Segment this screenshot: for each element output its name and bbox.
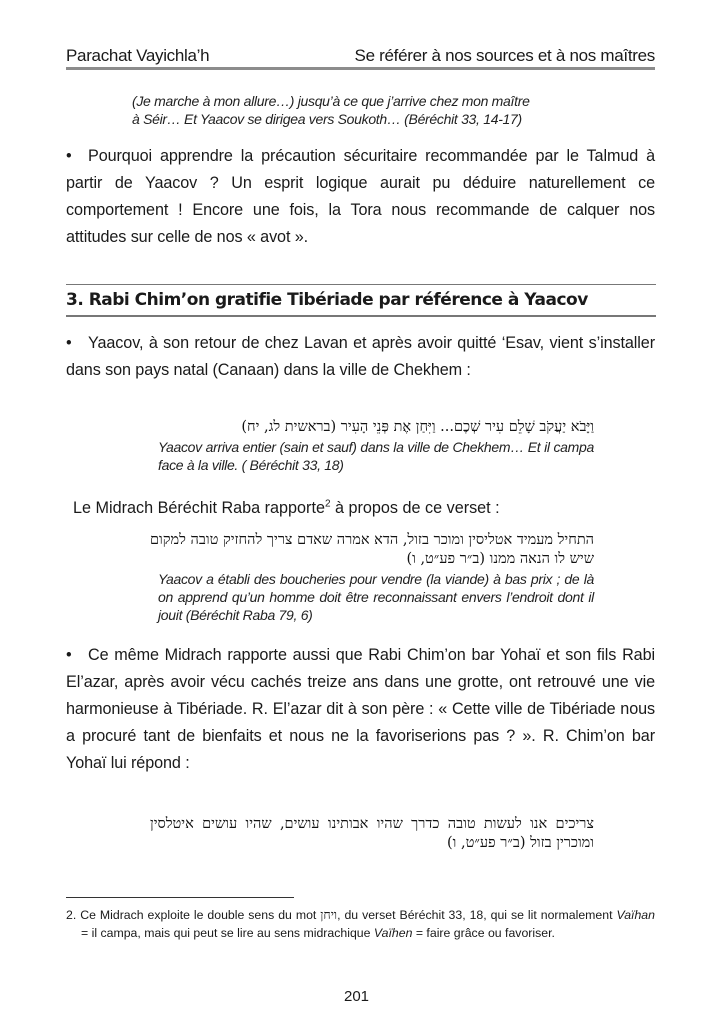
footnote-reference[interactable]: 2: [324, 498, 331, 510]
section-heading: 3. Rabi Chim’on gratifie Tibériade par référence à Yaacov: [66, 284, 656, 317]
footnote-term-vaihan: Vaïhan: [616, 908, 655, 922]
paragraph-3-text: Ce même Midrach rapporte aussi que Rabi Chim’on bar Yohaï et son fils Rabi El’azar, après avoir vécu cachés treize ans dans une grotte, ont retrouvé une vie harmonieuse à Tibériade. R. El’azar dit à son père : « Cette ville de Tibériade nous a procuré tant de bienfaits et nous ne la favoriserions pas ? ». R. Chim’on bar Yohaï lui répond :: [66, 646, 655, 772]
answer-hebrew: צריכים אנו לעשות טובה כדרך שהיו אבותינו עושים, שהיו עושים איטלסין ומוכרין בזול (ב״ר פע״ט, ו): [150, 816, 594, 851]
footnote-text-2: , du verset Béréchit 33, 18, qui se lit normalement: [337, 908, 617, 922]
paragraph-3: [66, 642, 655, 777]
midrash-translation: Yaacov a établi des boucheries pour vendre (la viande) à bas prix ; de là on apprend qu’un homme doit être reconnaissant envers l’endroit dont il jouit (Béréchit Raba 79, 6): [158, 571, 594, 623]
verse-translation: Yaacov arriva entier (sain et sauf) dans la ville de Chekhem… Et il campa face à la ville. ( Béréchit 33, 18): [158, 439, 594, 473]
quote-top-line-1: (Je marche à mon allure…) jusqu’à ce que j’arrive chez mon maître: [132, 93, 530, 109]
header-divider: [66, 67, 655, 70]
quote-top-line-2: à Séir… Et Yaacov se dirigea vers Soukoth… (Béréchit 33, 14-17): [132, 111, 522, 127]
footnote-term-vaihen: Vaïhen: [373, 926, 413, 940]
midrash-intro-text: Le Midrach Béréchit Raba rapporte: [73, 499, 325, 517]
paragraph-1: [66, 143, 655, 251]
paragraph-2: [66, 330, 655, 384]
paragraph-1-text: Pourquoi apprendre la précaution sécuritaire recommandée par le Talmud à partir de Yaacov ? Un esprit logique aurait pu déduire naturellement ce comportement ! Encore une fois, la Tora nous recommande de calquer nos attitudes sur celle de nos « avot ».: [66, 147, 655, 246]
midrash-hebrew: התחיל מעמיד אטליסין ומוכר בזול, הדא אמרה שאדם צריך להחזיק טובה למקום שיש לו הנאה ממנו (ב״ר פע״ט, ו): [150, 532, 594, 567]
verse-hebrew: וַיָּבֹא יַעֲקֹב שָׁלֵם עִיר שְׁכֶם... וַיִּחַן אֶת פְּנֵי הָעִיר (בראשית לג, יח): [241, 419, 594, 435]
footnote-text-3: = il campa, mais qui peut se lire au sens midrachique: [81, 926, 374, 940]
footnote-divider: [66, 897, 294, 898]
bullet-icon: •: [66, 646, 72, 664]
running-header: [66, 40, 655, 66]
footnote-text-4: = faire grâce ou favoriser.: [412, 926, 555, 940]
footnote-number: 2.: [66, 908, 77, 922]
page-number: 201: [343, 988, 370, 1005]
footnote: [66, 906, 655, 942]
bullet-icon: •: [66, 147, 72, 165]
bullet-icon: •: [66, 334, 72, 352]
header-book-title: Se référer à nos sources et à nos maîtres: [354, 46, 655, 65]
paragraph-2-text: Yaacov, à son retour de chez Lavan et après avoir quitté ‘Esav, vient s’installer dans son pays natal (Canaan) dans la ville de Chekhem :: [66, 334, 655, 379]
footnote-text-1: Ce Midrach exploite le double sens du mot: [76, 908, 321, 922]
footnote-hebrew-word: ויחן: [320, 908, 338, 922]
header-parasha-title: Parachat Vayichla’h: [66, 46, 210, 65]
quote-top: [132, 92, 602, 128]
midrash-intro: [73, 496, 633, 520]
midrash-intro-end: à propos de ce verset :: [330, 499, 500, 517]
